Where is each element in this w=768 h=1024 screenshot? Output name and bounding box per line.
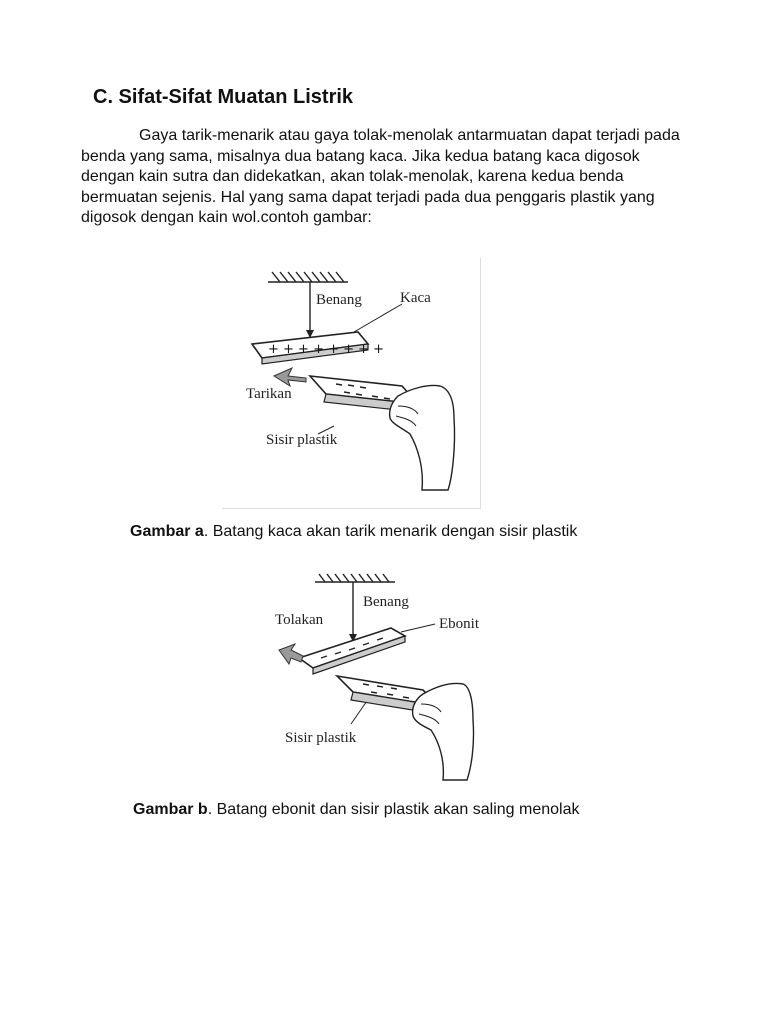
label-push: Tolakan [275,612,324,628]
figure-a [222,258,481,509]
caption-a-bold: Gambar a [130,523,204,540]
pull-arrow [274,368,306,386]
label-ebonite: Ebonit [439,616,479,632]
section-paragraph: Gaya tarik-menarik atau gaya tolak-menolak antarmuatan dapat terjadi pada benda yang sama, misalnya dua batang kaca. Jika kedua batang kaca digosok dengan kain sutra dan didekatkan, akan tolak-menolak, karena kedua benda bermuatan sejenis. Hal yang sama dapat terjadi pada dua penggaris plastik yang digosok dengan kain wol.contoh gambar: [81,127,680,226]
section-heading: C. Sifat-Sifat Muatan Listrik [93,86,354,108]
caption-a [130,523,577,541]
ceiling-mount-b [315,574,395,582]
glass-rod [252,332,384,364]
label-thread-b: Benang [363,594,409,610]
figure-b [255,570,505,786]
caption-b-text: . Batang ebonit dan sisir plastik akan saling menolak [207,801,580,818]
label-pull: Tarikan [246,386,292,402]
label-thread-a: Benang [316,292,362,308]
caption-a-text: . Batang kaca akan tarik menarik dengan sisir plastik [203,523,578,540]
figure-b-illustration [255,570,505,786]
label-comb-a: Sisir plastik [266,432,338,448]
hand-b [413,683,474,780]
caption-b [133,801,579,819]
svg-text:+ + + + + + + +: + + + + + + + + [268,342,385,357]
push-arrow [279,644,303,664]
figure-a-illustration [222,258,480,508]
label-comb-b: Sisir plastik [285,730,357,746]
caption-b-bold: Gambar b [133,801,208,818]
hand-a [390,385,455,490]
label-glass: Kaca [400,290,431,306]
ceiling-mount [268,272,348,282]
